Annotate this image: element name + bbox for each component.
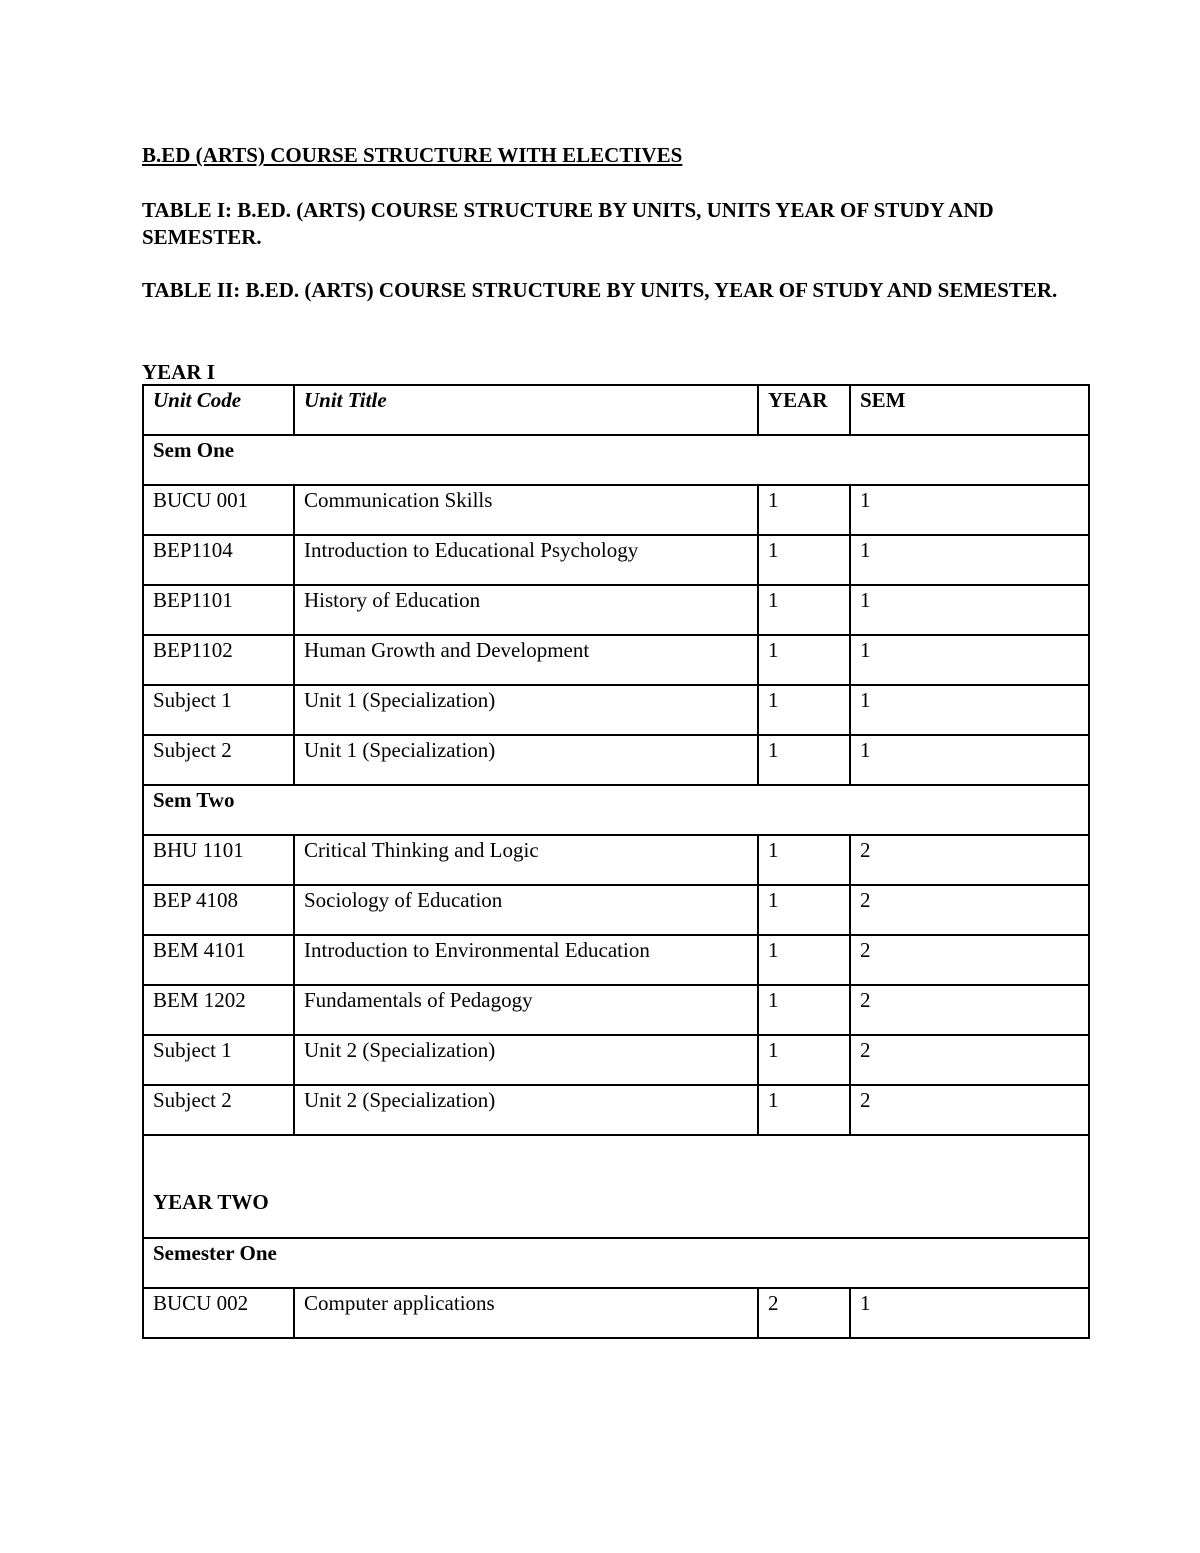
table-one-caption: TABLE I: B.ED. (ARTS) COURSE STRUCTURE BY UNITS, UNITS YEAR OF STUDY AND SEMESTER. <box>142 198 994 249</box>
table-row <box>143 1035 1089 1085</box>
unit-code-cell: BEM 1202 <box>143 985 294 1035</box>
sem-cell: 1 <box>850 735 1089 785</box>
header-sem: SEM <box>850 385 1089 435</box>
table-row <box>143 835 1089 885</box>
unit-code-cell: BEP 4108 <box>143 885 294 935</box>
table-row <box>143 535 1089 585</box>
sem-cell: 2 <box>850 1085 1089 1135</box>
table-row <box>143 1085 1089 1135</box>
sem-cell: 2 <box>850 1035 1089 1085</box>
table-row <box>143 935 1089 985</box>
unit-title-cell: Sociology of Education <box>294 885 758 935</box>
year-cell: 1 <box>758 885 850 935</box>
unit-title-cell: Unit 1 (Specialization) <box>294 685 758 735</box>
header-year: YEAR <box>758 385 850 435</box>
course-structure-table <box>142 384 1090 1339</box>
table-row <box>143 735 1089 785</box>
unit-code-cell: Subject 1 <box>143 1035 294 1085</box>
unit-code-cell: BEM 4101 <box>143 935 294 985</box>
unit-code-cell: BHU 1101 <box>143 835 294 885</box>
unit-code-cell: Subject 2 <box>143 735 294 785</box>
year-cell: 1 <box>758 835 850 885</box>
sem-cell: 2 <box>850 935 1089 985</box>
document-title: B.ED (ARTS) COURSE STRUCTURE WITH ELECTIVES <box>142 143 683 167</box>
unit-title-cell: Fundamentals of Pedagogy <box>294 985 758 1035</box>
year-cell: 1 <box>758 685 850 735</box>
sem-cell: 1 <box>850 485 1089 535</box>
section-label-sem-one: Sem One <box>143 435 1089 485</box>
unit-code-cell: Subject 2 <box>143 1085 294 1135</box>
unit-code-cell: BEP1104 <box>143 535 294 585</box>
section-row <box>143 1238 1089 1288</box>
year-cell: 1 <box>758 935 850 985</box>
unit-code-cell: BEP1102 <box>143 635 294 685</box>
year-cell: 1 <box>758 985 850 1035</box>
sem-cell: 1 <box>850 585 1089 635</box>
table-row <box>143 1288 1089 1338</box>
year-cell: 1 <box>758 585 850 635</box>
unit-title-cell: Introduction to Educational Psychology <box>294 535 758 585</box>
year-cell: 1 <box>758 1035 850 1085</box>
sem-cell: 1 <box>850 685 1089 735</box>
year-row <box>143 1135 1089 1238</box>
section-row <box>143 785 1089 835</box>
sem-cell: 1 <box>850 1288 1089 1338</box>
sem-cell: 2 <box>850 985 1089 1035</box>
year-cell: 1 <box>758 1085 850 1135</box>
unit-title-cell: Unit 2 (Specialization) <box>294 1035 758 1085</box>
table-header-row <box>143 385 1089 435</box>
table-row <box>143 985 1089 1035</box>
year-cell: 1 <box>758 735 850 785</box>
table-row <box>143 885 1089 935</box>
table-row <box>143 585 1089 635</box>
unit-title-cell: Human Growth and Development <box>294 635 758 685</box>
unit-title-cell: Critical Thinking and Logic <box>294 835 758 885</box>
unit-title-cell: Unit 1 (Specialization) <box>294 735 758 785</box>
unit-code-cell: Subject 1 <box>143 685 294 735</box>
header-unit-code: Unit Code <box>143 385 294 435</box>
table-two-caption: TABLE II: B.ED. (ARTS) COURSE STRUCTURE BY UNITS, YEAR OF STUDY AND SEMESTER. <box>142 278 1058 302</box>
table-row <box>143 635 1089 685</box>
year-cell: 2 <box>758 1288 850 1338</box>
table-row <box>143 485 1089 535</box>
sem-cell: 1 <box>850 535 1089 585</box>
year-two-label: YEAR TWO <box>143 1135 1089 1238</box>
header-unit-title: Unit Title <box>294 385 758 435</box>
table-row <box>143 685 1089 735</box>
sem-cell: 2 <box>850 885 1089 935</box>
unit-title-cell: Introduction to Environmental Education <box>294 935 758 985</box>
unit-title-cell: Unit 2 (Specialization) <box>294 1085 758 1135</box>
year-cell: 1 <box>758 635 850 685</box>
year-cell: 1 <box>758 485 850 535</box>
unit-code-cell: BEP1101 <box>143 585 294 635</box>
section-label-sem-two: Sem Two <box>143 785 1089 835</box>
year-cell: 1 <box>758 535 850 585</box>
unit-title-cell: History of Education <box>294 585 758 635</box>
year-one-label: YEAR I <box>142 360 215 384</box>
sem-cell: 1 <box>850 635 1089 685</box>
section-label-semester-one: Semester One <box>143 1238 1089 1288</box>
section-row <box>143 435 1089 485</box>
unit-title-cell: Communication Skills <box>294 485 758 535</box>
sem-cell: 2 <box>850 835 1089 885</box>
unit-code-cell: BUCU 001 <box>143 485 294 535</box>
unit-code-cell: BUCU 002 <box>143 1288 294 1338</box>
unit-title-cell: Computer applications <box>294 1288 758 1338</box>
